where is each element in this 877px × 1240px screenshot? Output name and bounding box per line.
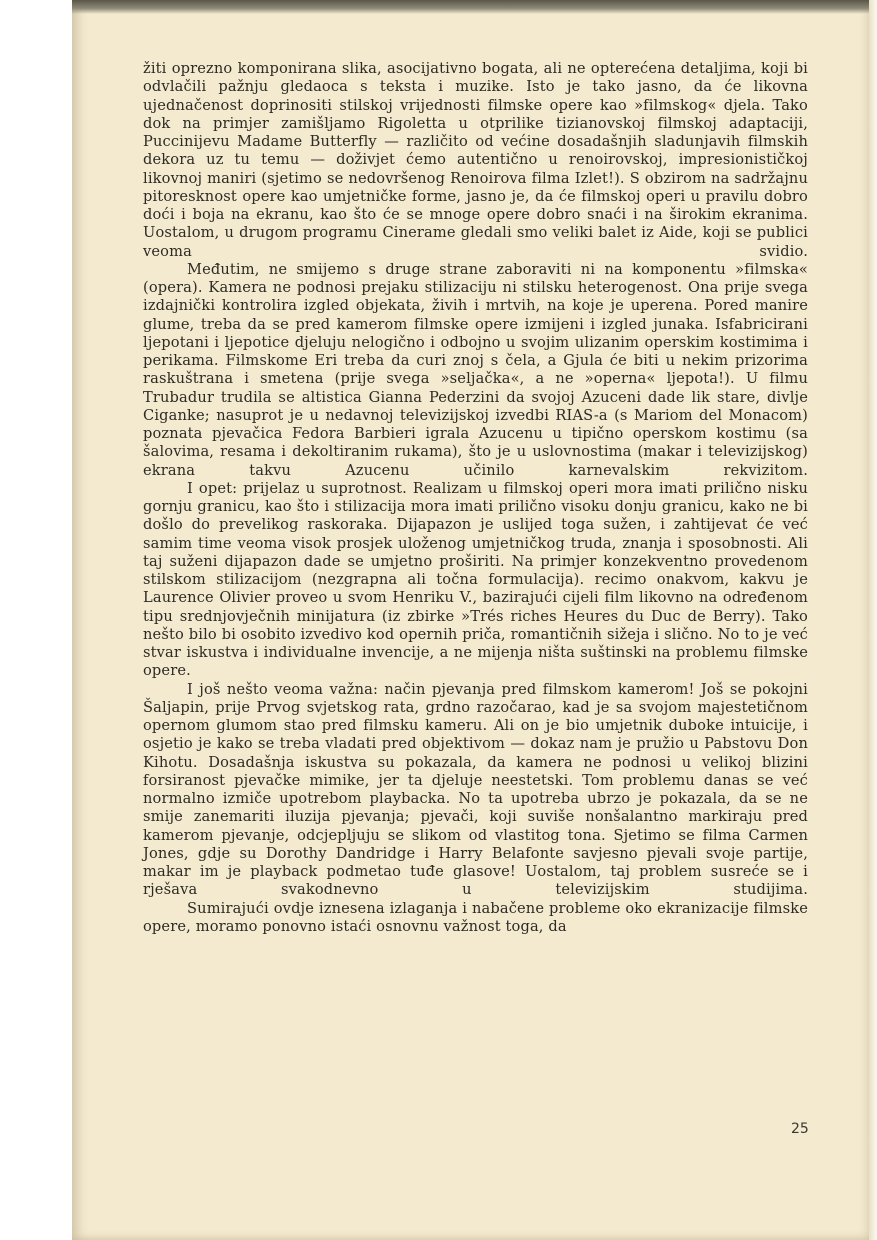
body-text bbox=[143, 60, 808, 936]
page-number: 25 bbox=[791, 1121, 809, 1137]
page-right-edge bbox=[869, 0, 877, 1240]
paragraph-2: Međutim, ne smijemo s druge strane zaboraviti ni na komponentu »filmska« (opera). Kamera ne podnosi prejaku stilizaciju ni stilsku heterogenost. Ona prije svega izdajnički kontrolira izgled objekata, živih i mrtvih, na koje je uperena. Pored manire glume, treba da se pred kamerom filmske opere izmijeni i izgled junaka. Isfabricirani ljepotani i ljepotice djeluju nelogično i odbojno u svojim ulizanim operskim kostimima i perikama. Filmskome Eri treba da curi znoj s čela, a Gjula će biti u nekim prizorima raskuštrana i smetena (prije svega »seljačka«, a ne »operna« ljepota!). U filmu Trubadur trudila se altistica Gianna Pederzini da svojoj Azuceni dade lik stare, divlje Ciganke; nasuprot je u nedavnoj televizijskoj izvedbi RIAS-a (s Mariom del Monacom) poznata pjevačica Fedora Barbieri igrala Azucenu u tipično operskom kostimu (sa šalovima, resama i dekoltiranim rukama), što je u uslovnostima (makar i televizijskog) ekrana takvu Azucenu učinilo karnevalskim rekvizitom. bbox=[143, 260, 808, 479]
paragraph-3: I opet: prijelaz u suprotnost. Realizam u filmskoj operi mora imati prilično nisku gornju granicu, kao što i stilizacija mora imati prilično visoku donju granicu, kako ne bi došlo do prevelikog raskoraka. Dijapazon je uslijed toga sužen, i zahtijevat će već samim time veoma visok prosjek uloženog umjetničkog truda, znanja i sposobnosti. Ali taj suženi dijapazon dade se umjetno proširiti. Na primjer konzekventno provedenom stilskom stilizacijom (nezgrapna ali točna formulacija). recimo onakvom, kakvu je Laurence Olivier proveo u svom Henriku V., bazirajući cijeli film likovno na određenom tipu srednjovječnih minijatura (iz zbirke »Trés riches Heures du Duc de Berry). Tako nešto bilo bi osobito izvedivo kod opernih priča, romantičnih sižeja i slično. No to je već stvar iskustva i individualne invencije, a ne mijenja ništa suštinski na problemu filmske opere. bbox=[143, 479, 808, 680]
page-top-edge bbox=[72, 0, 870, 14]
paragraph-1: žiti oprezno komponirana slika, asocijativno bogata, ali ne opterećena detaljima, koji bi odvlačili pažnju gledaoca s teksta i muzike. Isto je tako jasno, da će likovna ujednačenost doprinositi stilskoj vrijednosti filmske opere kao »filmskog« djela. Tako dok na primjer zamišljamo Rigoletta u otprilike tizianovskoj filmskoj adaptaciji, Puccinijevu Madame Butterfly — različito od većine dosadašnjih sladunjavih filmskih dekora uz tu temu — doživjet ćemo autentično u renoirovskoj, impresionističkoj likovnoj maniri (sjetimo se nedovršenog Renoirova filma Izlet!). S obzirom na sadržajnu pitoresknost opere kao umjetničke forme, jasno je, da će filmskoj operi u pravilu dobro doći i boja na ekranu, kao što će se mnoge opere dobro snaći i na širokim ekranima. Uostalom, u drugom programu Cinerame gledali smo veliki balet iz Aide, koji se publici veoma svidio. bbox=[143, 60, 808, 260]
page-left-margin bbox=[0, 0, 70, 1240]
paragraph-5: Sumirajući ovdje iznesena izlaganja i nabačene probleme oko ekranizacije filmske opere, moramo ponovno istaći osnovnu važnost toga, da bbox=[143, 899, 808, 935]
paragraph-4: I još nešto veoma važna: način pjevanja pred filmskom kamerom! Još se pokojni Šaljapin, prije Prvog svjetskog rata, grdno razočarao, kad je sa svojom majestetičnom opernom glumom stao pred filmsku kameru. Ali on je bio umjetnik duboke intuicije, i osjetio je kako se treba vladati pred objektivom — dokaz nam je pružio u Pabstovu Don Kihotu. Dosadašnja iskustva su pokazala, da kamera ne podnosi u velikoj blizini forsiranost pjevačke mimike, jer ta djeluje neestetski. Tom problemu danas se već normalno izmiče upotrebom playbacka. No ta upotreba ubrzo je pokazala, da se ne smije zanemariti iluzija pjevanja; pjevači, koji suviše nonšalantno markiraju pred kamerom pjevanje, odcjepljuju se slikom od vlastitog tona. Sjetimo se filma Carmen Jones, gdje su Dorothy Dandridge i Harry Belafonte savjesno pjevali svoje partije, makar im je playback podmetao tuđe glasove! Uostalom, taj problem susreće se i rješava svakodnevno u televizijskim studijima. bbox=[143, 680, 808, 899]
